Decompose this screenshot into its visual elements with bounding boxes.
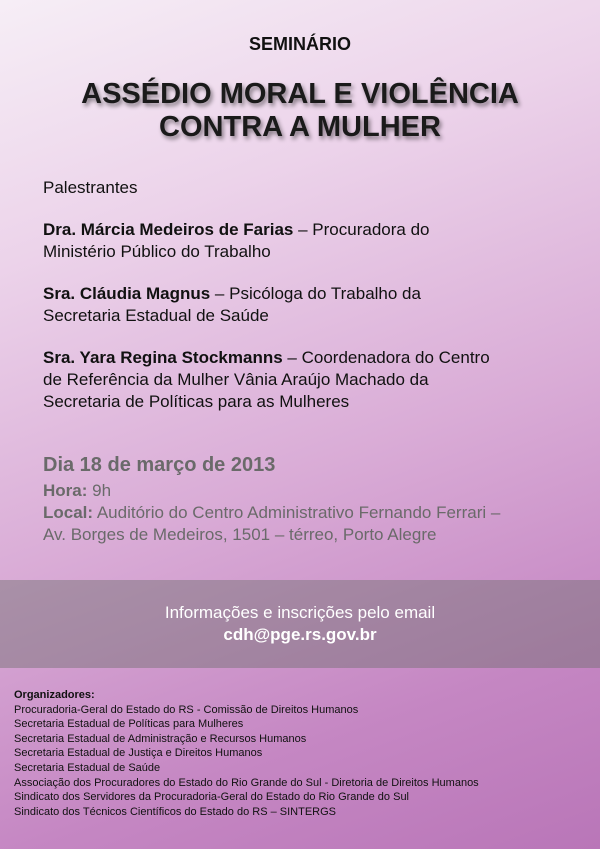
speaker-item bbox=[43, 347, 563, 413]
speaker-separator: – bbox=[282, 348, 302, 367]
speaker-name: Sra. Yara Regina Stockmanns bbox=[43, 348, 283, 367]
title-line-1: ASSÉDIO MORAL E VIOLÊNCIA bbox=[81, 78, 519, 110]
organizer-item: Sindicato dos Técnicos Científicos do Estado do RS – SINTERGS bbox=[14, 805, 337, 818]
speaker-separator: – bbox=[293, 220, 313, 239]
speaker-role: Procuradora do bbox=[312, 220, 430, 239]
organizer-item: Secretaria Estadual de Administração e Recursos Humanos bbox=[14, 732, 307, 745]
event-details bbox=[43, 452, 563, 546]
organizers-heading: Organizadores: bbox=[14, 689, 95, 701]
speaker-role-cont: Secretaria Estadual de Saúde bbox=[43, 306, 269, 325]
speaker-item bbox=[43, 283, 563, 327]
speaker-separator: – bbox=[210, 284, 230, 303]
speaker-line bbox=[43, 219, 563, 241]
speaker-role-cont: Secretaria de Políticas para as Mulheres bbox=[43, 392, 350, 411]
seminar-title bbox=[0, 78, 600, 144]
title-line-2: CONTRA A MULHER bbox=[159, 111, 441, 143]
speakers-label: Palestrantes bbox=[43, 178, 138, 197]
event-address: Av. Borges de Medeiros, 1501 – térreo, Porto Alegre bbox=[43, 525, 437, 544]
organizer-item: Secretaria Estadual de Justiça e Direitos Humanos bbox=[14, 747, 263, 760]
place-value: Auditório do Centro Administrativo Fernando Ferrari – bbox=[93, 503, 501, 522]
speaker-role-cont: Ministério Público do Trabalho bbox=[43, 242, 271, 261]
time-label: Hora: bbox=[43, 481, 88, 500]
time-value: 9h bbox=[87, 481, 112, 500]
place-label: Local: bbox=[43, 503, 94, 522]
speaker-name: Sra. Cláudia Magnus bbox=[43, 284, 211, 303]
organizers-section bbox=[14, 688, 584, 819]
event-kicker: SEMINÁRIO bbox=[248, 34, 351, 54]
speakers-section bbox=[43, 177, 563, 433]
speaker-name: Dra. Márcia Medeiros de Farias bbox=[43, 220, 294, 239]
organizer-item: Secretaria Estadual de Políticas para Mulheres bbox=[14, 718, 244, 731]
organizer-item: Sindicato dos Servidores da Procuradoria-Geral do Estado do Rio Grande do Sul bbox=[14, 791, 410, 804]
info-band bbox=[0, 580, 600, 668]
speaker-line bbox=[43, 347, 563, 369]
speaker-role: Coordenadora do Centro bbox=[301, 348, 490, 367]
event-date: Dia 18 de março de 2013 bbox=[43, 454, 276, 476]
organizer-item: Secretaria Estadual de Saúde bbox=[14, 761, 161, 774]
info-text: Informações e inscrições pelo email bbox=[164, 603, 436, 622]
event-time bbox=[43, 480, 563, 502]
organizer-item: Associação dos Procuradores do Estado do Rio Grande do Sul - Diretoria de Direitos Humanos bbox=[14, 776, 479, 789]
contact-email[interactable]: cdh@pge.rs.gov.br bbox=[223, 625, 377, 644]
speaker-line bbox=[43, 283, 563, 305]
organizer-item: Procuradoria-Geral do Estado do RS - Comissão de Direitos Humanos bbox=[14, 703, 359, 716]
speaker-role-cont: de Referência da Mulher Vânia Araújo Machado da bbox=[43, 370, 429, 389]
speaker-role: Psicóloga do Trabalho da bbox=[229, 284, 421, 303]
event-place bbox=[43, 502, 563, 524]
speaker-item bbox=[43, 219, 563, 263]
